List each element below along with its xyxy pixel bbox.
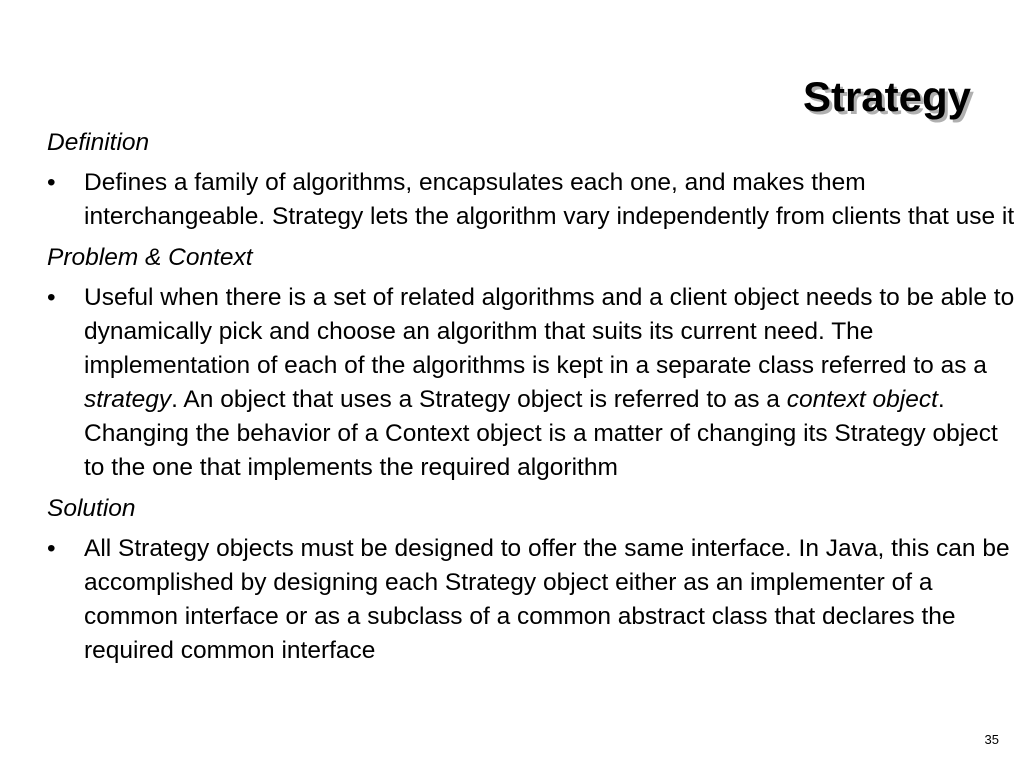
page-number: 35 <box>984 732 999 747</box>
bullet-icon: • <box>47 535 56 562</box>
solution-heading: Solution <box>47 495 136 522</box>
bullet-icon: • <box>47 169 56 196</box>
bullet-icon: • <box>47 284 56 311</box>
problem-context-heading: Problem & Context <box>47 244 253 271</box>
problem-context-text-part1: Useful when there is a set of related algorithms and a client object needs to be able to dynamically pick and choose an algorithm that suits its current need. The implementation of each of the algorithms is kept in a separate class referred to as a <box>84 284 1015 379</box>
problem-context-text-part3: . Changing the behavior of a Context object is a matter of changing its Strategy object to the one that implements the required algorithm <box>84 386 998 481</box>
solution-text: All Strategy objects must be designed to offer the same interface. In Java, this can be accomplished by designing each Strategy object either as an implementer of a common interface or as a subclass of a common abstract class that declares the required common interface <box>84 535 1010 664</box>
slide-content <box>47 126 1019 675</box>
problem-context-bullet <box>47 281 1019 485</box>
definition-heading: Definition <box>47 129 150 156</box>
context-object-term: context object <box>786 386 938 413</box>
problem-context-text <box>84 284 1014 481</box>
solution-bullet <box>47 532 1019 668</box>
slide-title: Strategy <box>802 73 971 120</box>
problem-context-text-part2: . An object that uses a Strategy object is referred to as a <box>171 386 787 413</box>
definition-bullet <box>47 166 1019 234</box>
definition-text: Defines a family of algorithms, encapsulates each one, and makes them interchangeable. Strategy lets the algorithm vary independently from clients that use it <box>84 169 1015 230</box>
strategy-term: strategy <box>84 386 172 413</box>
